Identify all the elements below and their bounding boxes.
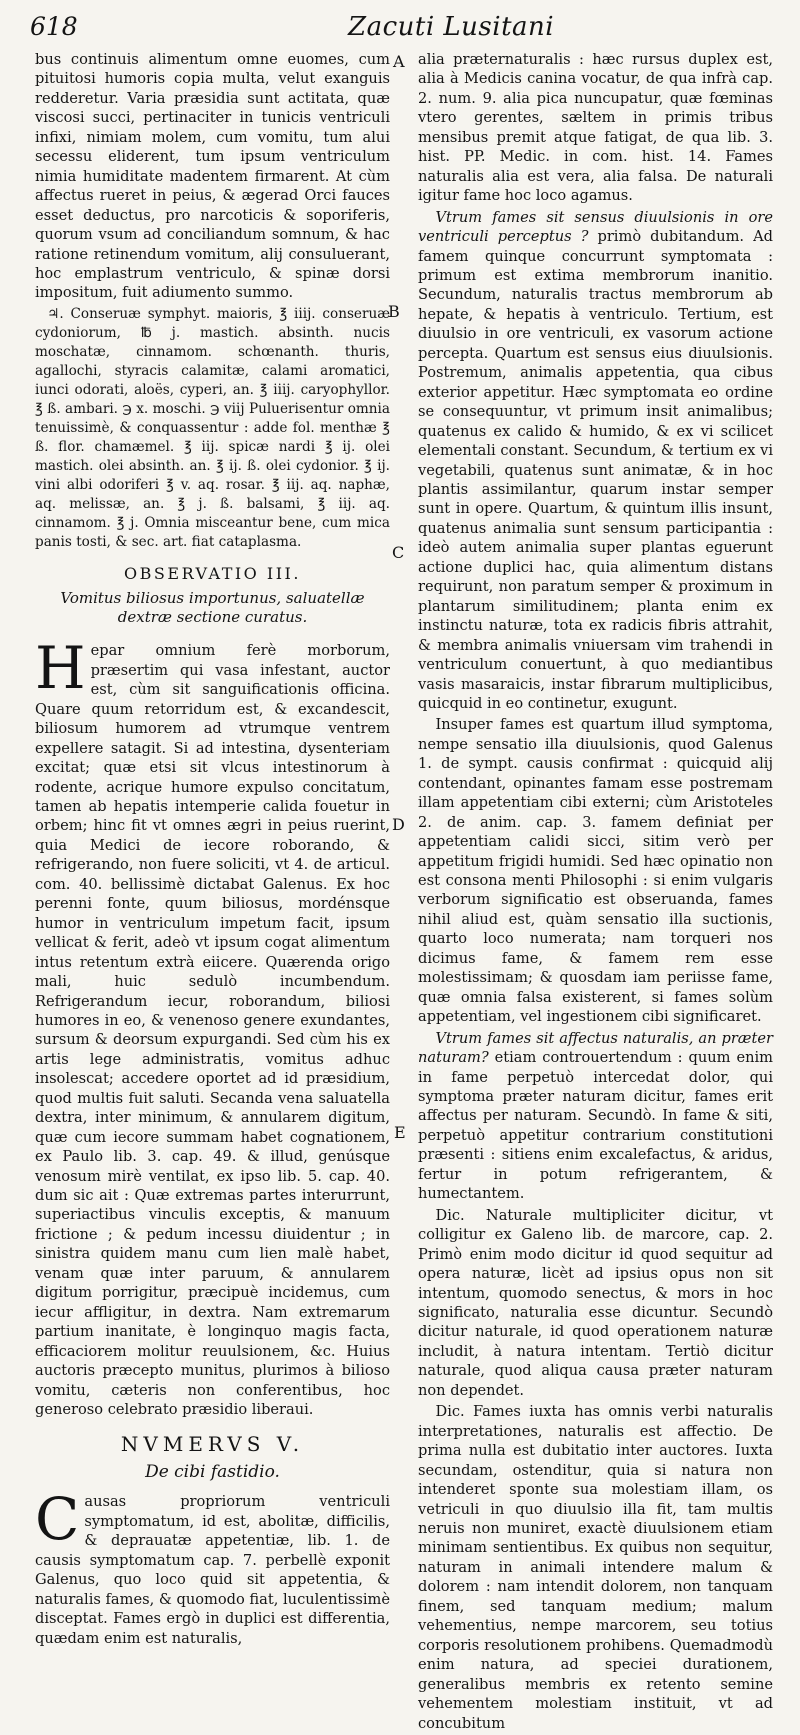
question-lead: Vtrum fames sit sensus diuulsionis in ore ventriculi perceptus ?: [418, 208, 773, 246]
paragraph: Dic. Fames iuxta has omnis verbi naturalis interpretationes, naturalis est affectio. De prima nulla est dubitatio inter auctores. Iuxta secundam, ostenditur, quia si natura non intenderet sponte sua molestiam illam, os vetriculi in quo diuulsio illa fit, tam multis neruis non muniret, exactè diuulsionem etiam minimam sentientibus. Ex quibus non sequitur, naturam in animali intendere malum & dolorem : nam intendit dolorem, non tanquam finem, sed tanquam medium; malum vehementius, nempe marcorem, seu totius corporis resolutionem prohibens. Quemadmodù enim natura, ad speciei durationem, generalibus membris ex retento semine vehementem molestiam instituit, vt ad concubitum: [418, 1403, 773, 1732]
left-column: [35, 50, 390, 1650]
paragraph: [418, 208, 773, 714]
observation-body: Hepar omnium ferè morborum, præsertim qui vasa infestant, auctor est, cùm sit sanguificationis officina. Quare quum retorridum est, & excandescit, biliosum humorem ad vtrumque ventrem expellere satagit. Si ad intestina, dysenteriam excitat; quæ etsi sit vlcus intestinorum à rodente, acrique humore expulso concitatum, tamen ab hepatis intemperie calida fouetur in orbem; hinc fit vt omnes ægri in peius ruerint, quia Medici de iecore roborando, & refrigerando, non fuere soliciti, vt 4. de articul. com. 40. bellissimè dictabat Galenus. Ex hoc perenni fonte, quum biliosus, mordénsque humor in ventriculum impetum facit, ipsum vellicat & ferit, adeò vt ipsum cogat alimentum intus retentum extrà eiicere. Quærenda origo mali, huic sedulò incumbendum. Refrigerandum iecur, roborandum, biliosi humores in eo, & venenoso genere exundantes, sursum & deorsum expurgandi. Sed cùm his ex artis lege administratis, vomitus adhuc insolescat; accedere oportet ad id præsidium, quod multis fuit saluti. Secanda vena saluatella dextra, inter minimum, & annularem digitum, quæ cum iecore summam habet cognationem, ex Paulo lib. 3. cap. 49. & illud, genúsque venosum mirè ventilat, ex ipso lib. 5. cap. 40. dum sic ait : Quæ extremas partes interurrunt, superiactibus vinculis exceptis, & manuum frictione ; & pedum incessu diuidentur ; in sinistra quidem manu cum lien malè habet, venam quæ inter paruum, & annularem digitum porrigitur, præcipuè incidemus, cum iecur affligitur, in dextra. Nam extremarum partium inanitate, è longinquo magis facta, efficaciorem molitur reuulsionem, &c. Huius auctoris præcepto munitus, plurimos à bilioso vomitu, cæteris non conferentibus, hoc generoso celebrato præsidio liberaui.: [35, 634, 390, 1419]
paragraph: bus continuis alimentum omne euomes, cum pituitosi humoris copia multa, velut exanguis redderetur. Varia præsidia sunt actitata, quæ viscosi succi, pertinaciter in tunicis ventriculi infixi, nimiam molem, cum vomitu, tum alui secessu eliderent, tum ipsum ventriculum nimia humiditate madentem firmarent. At cùm affectus rueret in peius, & ægerad Orci fauces esset deductus, pro narcoticis & soporiferis, quorum vsum ad conciliandum somnum, & hac ratione retinendum vomitum, alij consuluerant, hoc emplastrum ventriculo, & spinæ dorsi impositum, fuit adiumento summo.: [35, 51, 390, 302]
observation-heading: OBSERVATIO III.: [124, 563, 301, 583]
margin-letter-b: B: [388, 302, 400, 321]
page-header: [30, 12, 770, 46]
paragraph: [418, 1029, 773, 1204]
margin-letter-a: A: [393, 52, 405, 71]
observation-subtitle: Vomitus biliosus importunus, saluatellæ dextræ sectione curatus.: [60, 589, 365, 627]
margin-letter-e: E: [394, 1123, 406, 1142]
question-lead: Vtrum fames sit affectus naturalis, an præter naturam?: [418, 1029, 773, 1067]
paragraph-text: primò dubitandum. Ad famem quinque concurrunt symptomata : primum est extima membrorum inanitio. Secundum, naturalis tractus membrorum ab hepate, & hepatis à ventriculo. Tertium, est diuulsio in ore ventriculi, ex vasorum actione percepta. Quartum est sensus eius diuulsionis. Postremum, animalis appetentia, qua cibus exterior appetitur. Hæc symptomata eo ordine se consequuntur, vt primum insit animalibus; quatenus ex calido & humido, & ex vi scilicet elementali constant. Secundum, & tertium ex vi vegetabili, quatenus sunt animatæ, & in hoc plantis assimilantur, quarum instar semper sunt in opere. Quartum, & quintum illis insunt, quatenus animalia sunt sensum participantia : ideò autem animalia super plantas eguerunt actione duplici hac, quia alimentum distans requirunt, non paratum semper & proximum in plantarum similitudinem; planta enim ex instinctu naturæ, tota ex radicis fibris attrahit, & membra animalis vniuersam vim trahendi in ventriculum conuertunt, à quo mediantibus vasis masaraicis, instar fibrarum multiplicibus, quicquid in eo continetur, exugunt.: [418, 228, 773, 712]
paragraph: Dic. Naturale multipliciter dicitur, vt colligitur ex Galeno lib. de marcore, cap. 2. Primò enim modo dicitur id quod sequitur ad opera naturæ, licèt ad ipsius opus non sit intentum, quomodo senectus, & mors in hoc significato, naturalia esse dicuntur. Secundò dicitur naturale, id quod operationem naturæ includit, à natura intentam. Tertiò dicitur naturale, quod aliqua causa præter naturam non dependet.: [418, 1206, 773, 1399]
paragraph: Insuper fames est quartum illud symptoma, nempe sensatio illa diuulsionis, quod Galenus 1. de sympt. causis confirmat : quicquid alij contendant, opinantes famam esse postremam illam appetentiam cibi externi; cùm Aristoteles 2. de anim. cap. 3. famem definiat per appetentiam calidi sicci, sitim verò per appetitum frigidi humidi. Sed hæc opinatio non est consona menti Philosophi : si enim vulgaris verborum significatio est obseruanda, fames nihil aliud est, quàm sensatio illa suctionis, quarto loco numerata; nam torqueri nos dicimus fame, & famem rem esse molestissimam; & quosdam iam periisse fame, quæ omnia falsa existerent, si fames solùm appetentiam, vel ingestionem cibi significaret.: [418, 716, 773, 1026]
margin-letter-c: C: [392, 543, 405, 562]
right-column: [418, 50, 773, 1735]
paragraph-text: etiam controuertendum : quum enim in fame perpetuò intercedat dolor, qui symptoma præter naturam dicitur, fames erit affectus per naturam. Secundò. In fame & siti, perpetuò appetitur contrarium constitutioni præsenti : sitiens enim excalefactus, & aridus, fertur in potum refrigerantem, & humectantem.: [418, 1049, 773, 1203]
page-number: 618: [30, 12, 78, 41]
paragraph: alia præternaturalis : hæc rursus duplex est, alia à Medicis canina vocatur, de qua infrà cap. 2. num. 9. alia pica nuncupatur, quæ fœminas vtero gerentes, sæltem in primis tribus mensibus premit atque fatigat, de qua lib. 3. hist. PP. Medic. in com. hist. 14. Fames naturalis alia est vera, alia falsa. De naturali igitur fame hoc loco agamus.: [418, 51, 773, 205]
margin-letter-d: D: [392, 815, 405, 834]
section-heading: NVMERVS V.: [120, 1432, 305, 1457]
running-title: Zacuti Lusitani: [348, 12, 555, 42]
section-subtitle: De cibi fastidio.: [145, 1461, 280, 1482]
recipe-paragraph: ♃. Conseruæ symphyt. maioris, ℥ iiij. conseruæ cydoniorum, ℔ j. mastich. absinth. nucis moschatæ, cinnamom. schœnanth. thuris, agallochi, styracis calamitæ, calami aromatici, iunci odorati, aloës, cyperi, an. ℥ iiij. caryophyllor. ℥ ß. ambari. ℈ x. moschi. ℈ viij Puluerisentur omnia tenuissimè, & conquassentur : adde fol. menthæ ℥ ß. flor. chamæmel. ℥ iij. spicæ nardi ℥ ij. olei mastich. olei absinth. an. ℥ ij. ß. olei cydonior. ℥ ij. vini albi odoriferi ℥ v. aq. rosar. ℥ iij. aq. naphæ, aq. melissæ, an. ℥ j. ß. balsami, ℥ iij. aq. cinnamom. ℥ j. Omnia misceantur bene, cum mica panis tosti, & sec. art. fiat cataplasma.: [35, 305, 390, 550]
section-body: Causas propriorum ventriculi symptomatum, id est, abolitæ, difficilis, & deprauatæ appetentiæ, lib. 1. de causis symptomatum cap. 7. perbellè exponit Galenus, quo loco quid sit appetentia, & naturalis fames, & quomodo fiat, luculentissimè disceptat. Fames ergò in duplici est differentia, quædam enim est naturalis,: [35, 1485, 390, 1647]
